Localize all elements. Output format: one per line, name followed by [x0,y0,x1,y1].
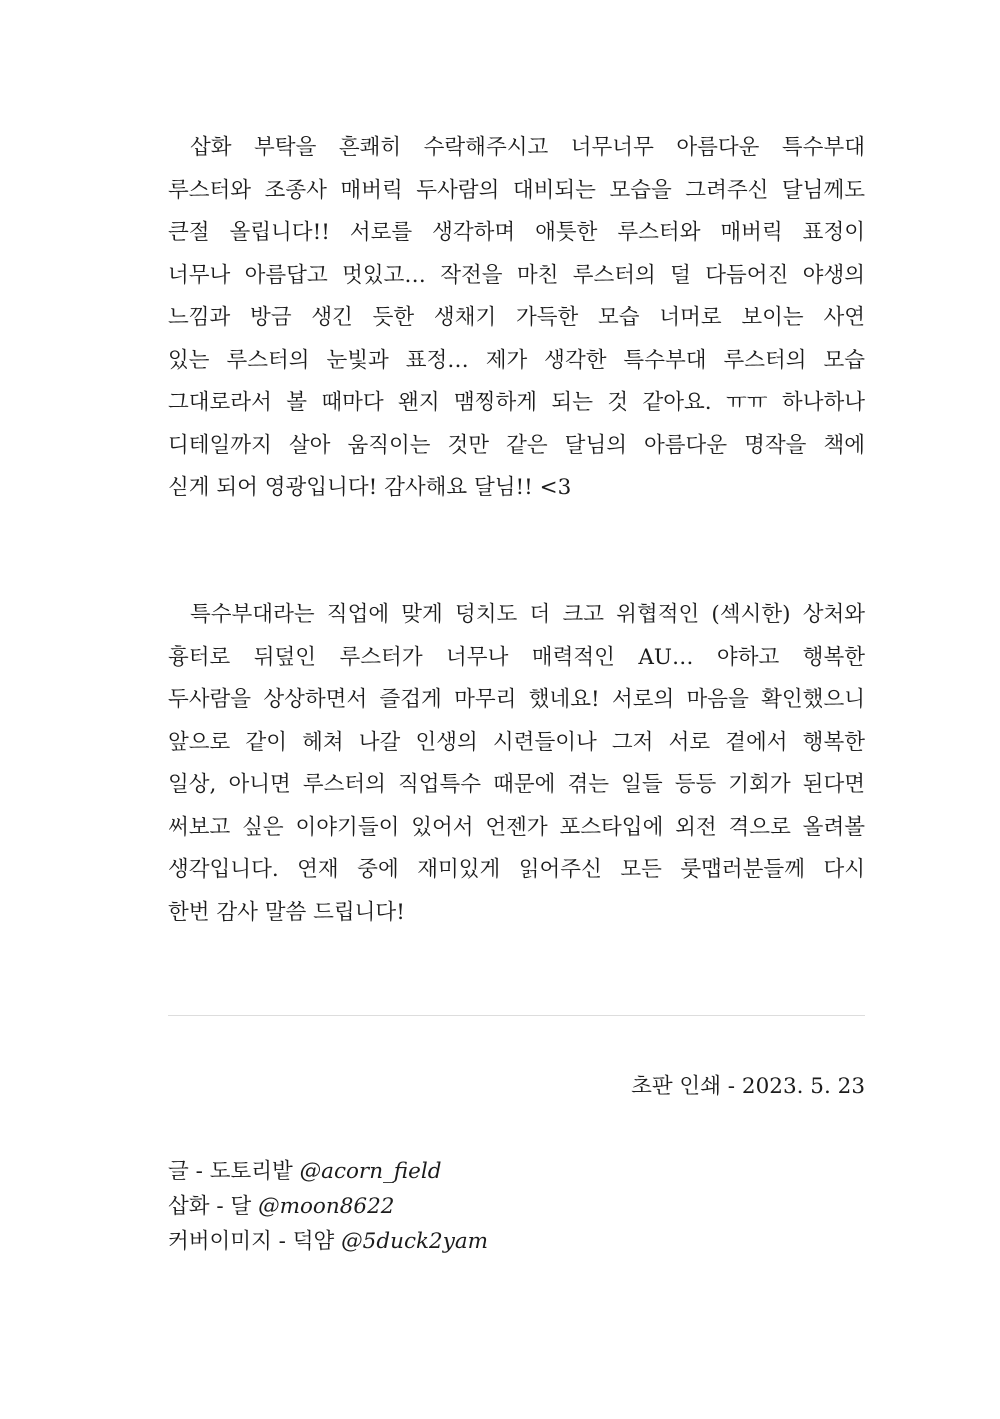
text-line: 특수부대라는 직업에 맞게 덩치도 더 크고 위협적인 (섹시한) 상처와 [190,602,865,627]
edition-date: 초판 인쇄 - 2023. 5. 23 [631,1074,865,1099]
text-line: 두사람을 상상하면서 즐겁게 마무리 했네요! 서로의 마음을 확인했으니 [168,687,865,712]
text-line: 루스터와 조종사 매버릭 두사람의 대비되는 모습을 그려주신 달님께도 [168,177,865,203]
section-divider [168,1015,865,1016]
book-page [168,0,865,1419]
text-line: 흉터로 뒤덮인 루스터가 너무나 매력적인 AU… 야하고 행복한 [168,644,865,670]
afterword-paragraph-2 [168,598,865,938]
text-line: 디테일까지 살아 움직이는 것만 같은 달님의 아름다운 명작을 책에 [168,432,865,458]
text-line: 큰절 올립니다!! 서로를 생각하며 애틋한 루스터와 매버릭 표정이 [168,220,865,245]
afterword-paragraph-1 [168,131,865,514]
credit-writer [168,1155,488,1190]
credit-illustrator [168,1190,488,1225]
credit-role: 삽화 - 달 [168,1194,252,1219]
text-line: 삽화 부탁을 흔쾌히 수락해주시고 너무너무 아름다운 특수부대 [190,135,865,160]
text-line: 그대로라서 볼 때마다 왠지 맴찡하게 되는 것 같아요. ㅠㅠ 하나하나 [168,390,865,415]
text-line: 있는 루스터의 눈빛과 표정… 제가 생각한 특수부대 루스터의 모습 [168,347,865,373]
credit-handle: @moon8622 [258,1194,395,1219]
text-line: 생각입니다. 연재 중에 재미있게 읽어주신 모든 룻맵러분들께 다시 [168,857,865,882]
text-line: 일상, 아니면 루스터의 직업특수 때문에 겪는 일들 등등 기회가 된다면 [168,772,865,797]
text-line: 써보고 싶은 이야기들이 있어서 언젠가 포스타입에 외전 격으로 올려볼 [168,814,865,840]
text-line: 싣게 되어 영광입니다! 감사해요 달님!! <3 [168,475,572,500]
credit-role: 커버이미지 - 덕얌 [168,1229,335,1254]
credits-list [168,1155,488,1260]
credit-role: 글 - 도토리밭 [168,1159,293,1184]
credit-handle: @5duck2yam [341,1229,489,1254]
credit-cover-image [168,1225,488,1260]
text-line: 너무나 아름답고 멋있고… 작전을 마친 루스터의 덜 다듬어진 야생의 [168,262,865,288]
text-line: 한번 감사 말씀 드립니다! [168,899,405,925]
credit-handle: @acorn_field [299,1159,442,1184]
text-line: 앞으로 같이 헤쳐 나갈 인생의 시련들이나 그저 서로 곁에서 행복한 [168,729,865,755]
text-line: 느낌과 방금 생긴 듯한 생채기 가득한 모습 너머로 보이는 사연 [168,305,865,330]
